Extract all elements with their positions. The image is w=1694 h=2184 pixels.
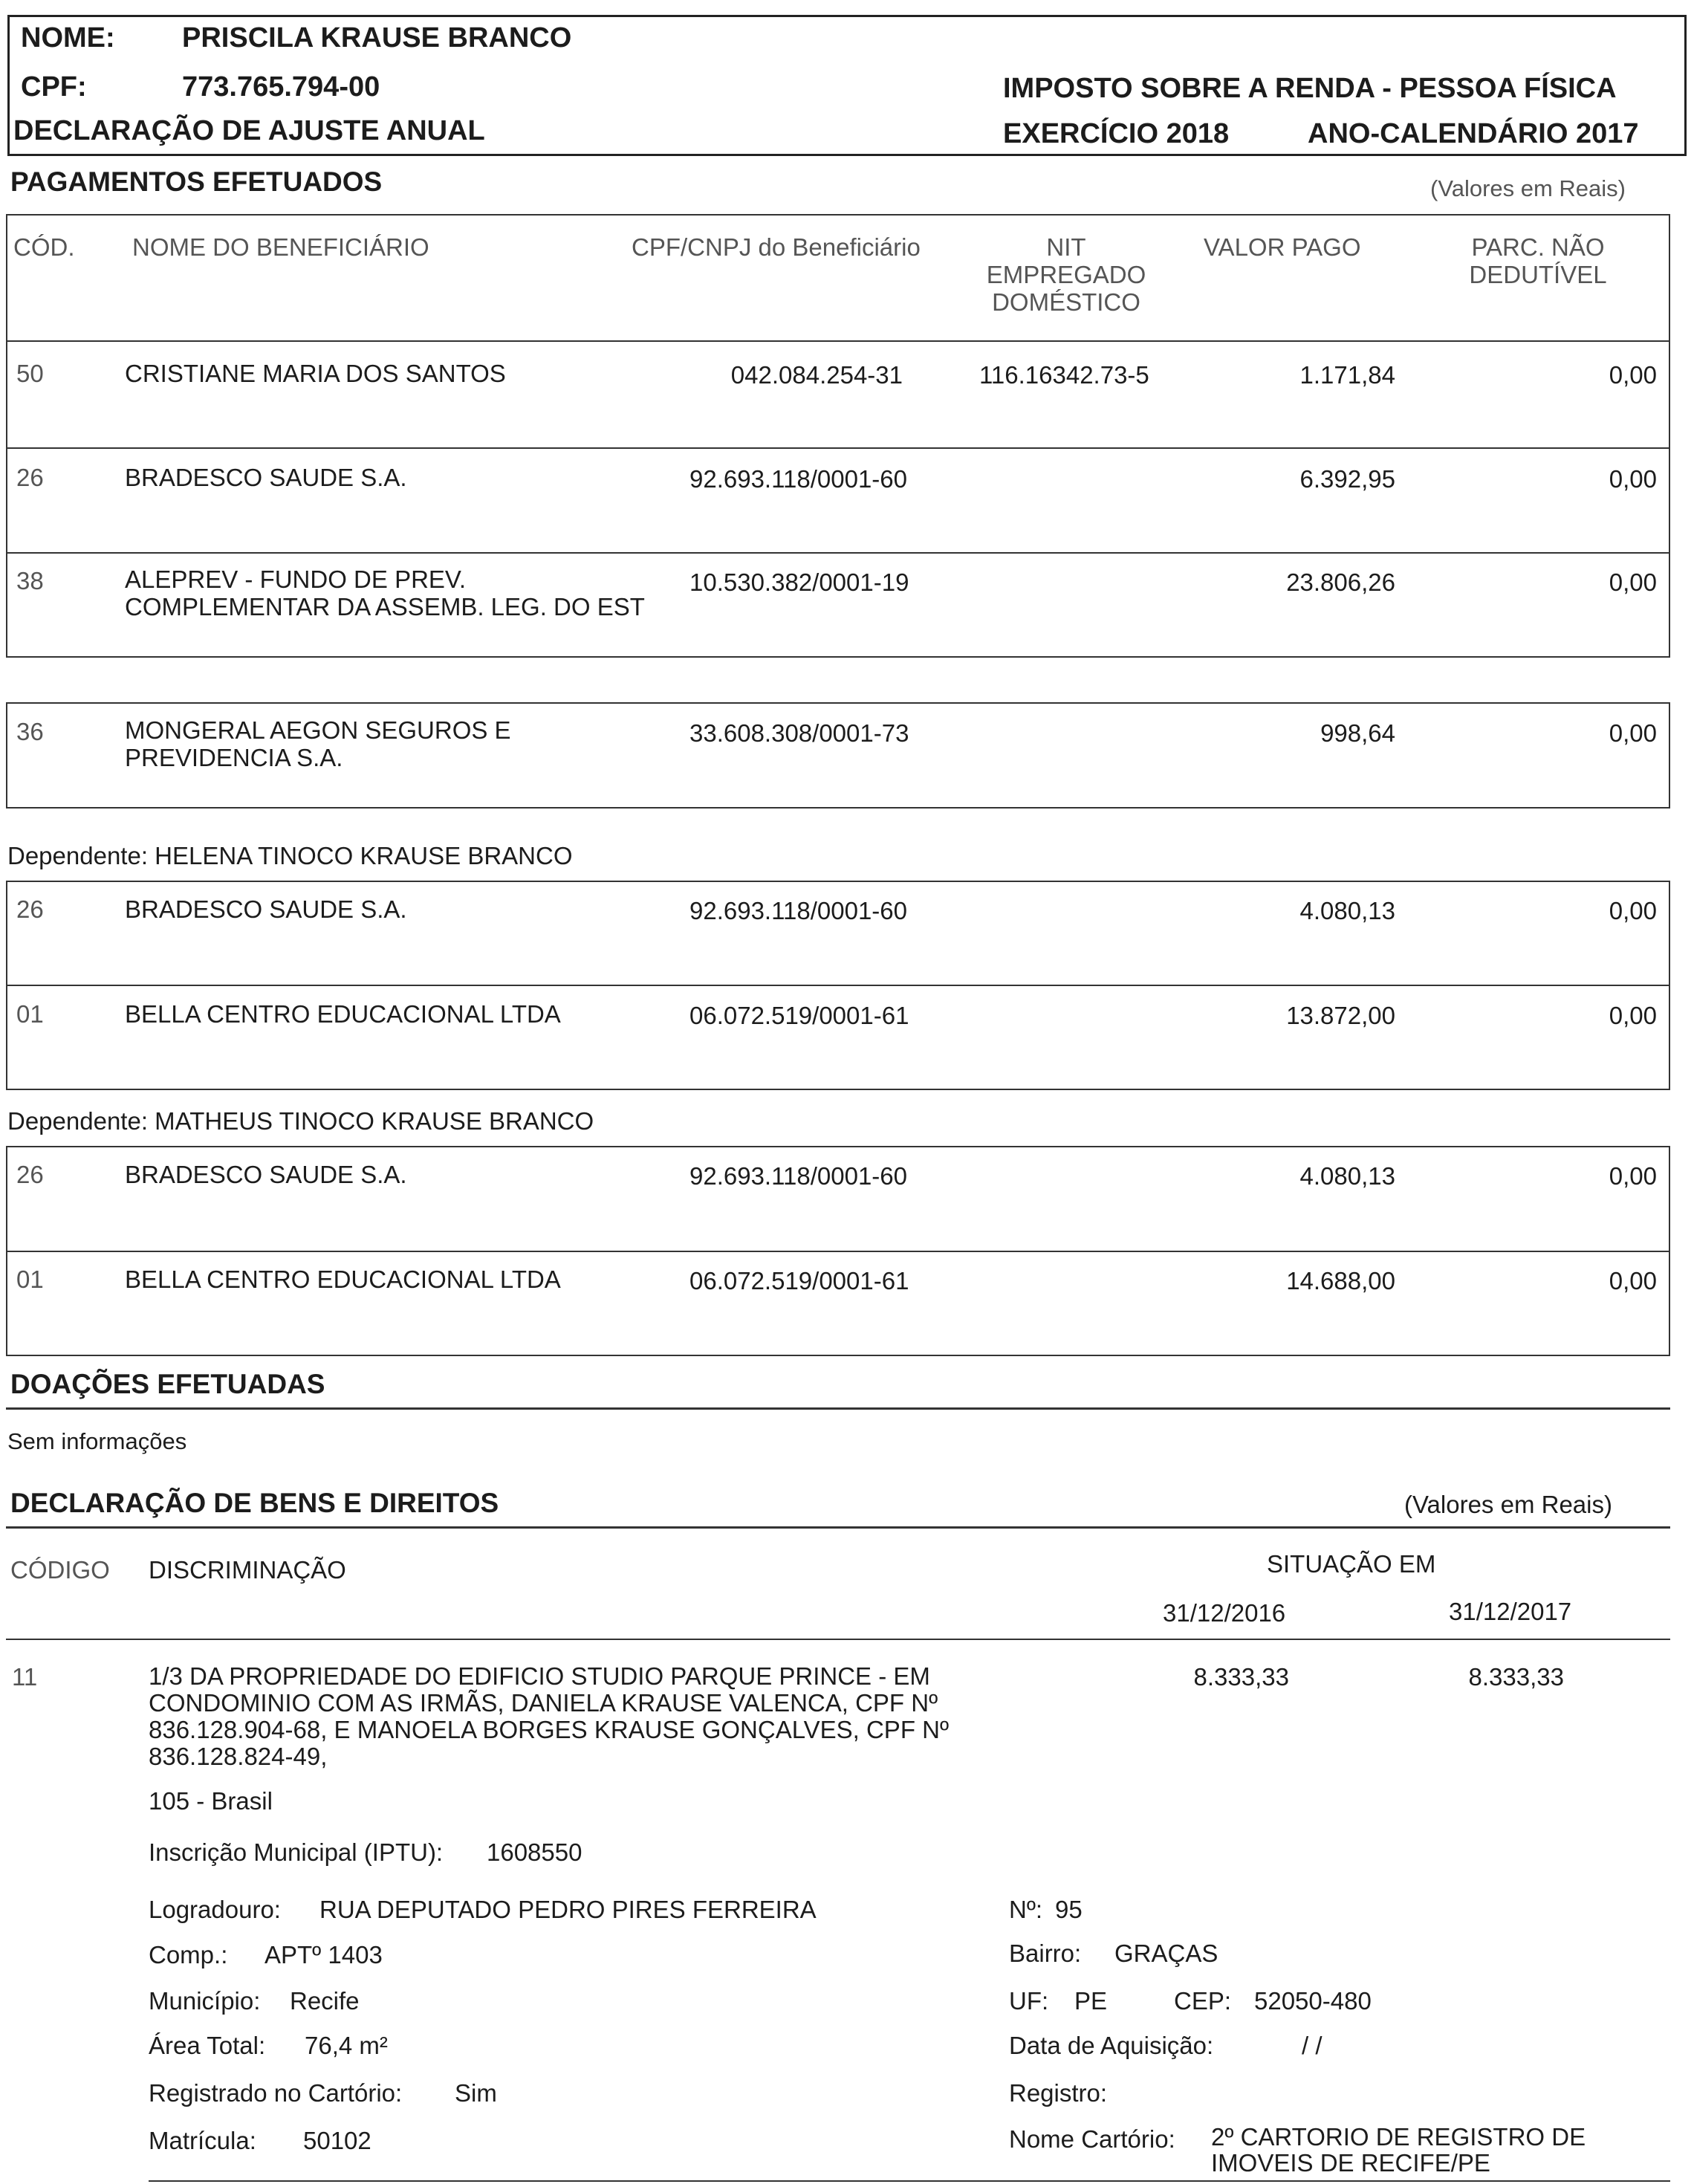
cpf-value: 773.765.794-00: [182, 71, 380, 103]
bens-col-data2: 31/12/2017: [1449, 1598, 1572, 1625]
bens-valores-note: (Valores em Reais): [1404, 1491, 1612, 1518]
table-row-parc: 0,00: [1609, 1002, 1657, 1029]
registro-label: Registro:: [1009, 2079, 1108, 2107]
table-row-valor: 23.806,26: [1286, 568, 1395, 596]
bens-header-rule: [6, 1639, 1670, 1640]
doacoes-text: Sem informações: [7, 1428, 187, 1454]
row-divider: [6, 985, 1670, 986]
ano-calendario: ANO-CALENDÁRIO 2017: [1308, 118, 1639, 149]
comp-label: Comp.:: [149, 1941, 228, 1968]
table-row-cod: 26: [16, 1161, 44, 1188]
iptu-label: Inscrição Municipal (IPTU):: [149, 1838, 444, 1866]
table-row-cod: 38: [16, 567, 44, 594]
table-row-nome: ALEPREV - FUNDO DE PREV. COMPLEMENTAR DA ASSEMB. LEG. DO EST: [125, 566, 645, 620]
bens-rule: [6, 1526, 1670, 1529]
table-row-cpf: 06.072.519/0001-61: [689, 1002, 909, 1029]
bairro-value: GRAÇAS: [1114, 1940, 1218, 1967]
table-row-valor: 13.872,00: [1286, 1002, 1395, 1029]
dependente-label: Dependente: MATHEUS TINOCO KRAUSE BRANCO: [7, 1107, 594, 1135]
table-row-parc: 0,00: [1609, 719, 1657, 747]
bairro-label: Bairro:: [1009, 1940, 1082, 1967]
bens-col-codigo: CÓDIGO: [10, 1556, 110, 1584]
table-row-nome: BRADESCO SAUDE S.A.: [125, 1161, 407, 1188]
comp-value: APTº 1403: [265, 1941, 383, 1968]
area-label: Área Total:: [149, 2032, 266, 2059]
table-row-parc: 0,00: [1609, 465, 1657, 493]
numero-value: 95: [1055, 1896, 1083, 1923]
table-row-valor: 14.688,00: [1286, 1267, 1395, 1294]
table-row-valor: 4.080,13: [1299, 897, 1395, 924]
numero-label: Nº:: [1009, 1896, 1043, 1923]
table-row-nome: BRADESCO SAUDE S.A.: [125, 464, 407, 491]
bem-codigo: 11: [12, 1663, 38, 1691]
table-row-valor: 6.392,95: [1299, 465, 1395, 493]
col-nit: NIT EMPREGADO DOMÉSTICO: [986, 233, 1146, 316]
bem-bottom-rule: [149, 2180, 1670, 2182]
aquisicao-value: / /: [1302, 2032, 1323, 2059]
doacoes-title: DOAÇÕES EFETUADAS: [10, 1369, 325, 1399]
bem-valor-2016: 8.333,33: [1193, 1663, 1289, 1691]
logradouro-label: Logradouro:: [149, 1896, 281, 1923]
cep-label: CEP:: [1174, 1987, 1232, 2015]
nome-cartorio-value: 2º CARTORIO DE REGISTRO DE IMOVEIS DE RECIFE/PE: [1211, 2123, 1586, 2177]
cartorio-reg-label: Registrado no Cartório:: [149, 2079, 403, 2107]
area-value: 76,4 m²: [305, 2032, 388, 2059]
row-divider: [6, 447, 1670, 449]
cpf-label: CPF:: [21, 71, 87, 103]
table-row-nome: BELLA CENTRO EDUCACIONAL LTDA: [125, 1000, 561, 1028]
table-row-valor: 1.171,84: [1299, 361, 1395, 389]
iptu-value: 1608550: [487, 1838, 582, 1866]
bens-title: DECLARAÇÃO DE BENS E DIREITOS: [10, 1488, 499, 1518]
row-divider: [6, 1251, 1670, 1252]
cartorio-reg-value: Sim: [455, 2079, 497, 2107]
dependente-label: Dependente: HELENA TINOCO KRAUSE BRANCO: [7, 842, 573, 869]
uf-label: UF:: [1009, 1987, 1049, 2015]
table-row-nit: 116.16342.73-5: [979, 361, 1149, 389]
table-row-cod: 50: [16, 360, 44, 387]
declaracao-title: DECLARAÇÃO DE AJUSTE ANUAL: [13, 115, 485, 146]
table-row-cpf: 33.608.308/0001-73: [689, 719, 909, 747]
cep-value: 52050-480: [1254, 1987, 1372, 2015]
exercicio: EXERCÍCIO 2018: [1003, 118, 1230, 149]
bem-discriminacao: 1/3 DA PROPRIEDADE DO EDIFICIO STUDIO PARQUE PRINCE - EM CONDOMINIO COM AS IRMÃS, DANIELA KRAUSE VALENCA, CPF Nº 836.128.904-68, E MANOELA BORGES KRAUSE GONÇALVES, CPF Nº 836.128.824-49,: [149, 1662, 950, 1770]
table-row-nome: BRADESCO SAUDE S.A.: [125, 895, 407, 923]
table-row-cpf: 92.693.118/0001-60: [689, 1162, 907, 1190]
nome-cartorio-label: Nome Cartório:: [1009, 2125, 1175, 2153]
col-valor: VALOR PAGO: [1204, 233, 1361, 261]
table-row-parc: 0,00: [1609, 568, 1657, 596]
matricula-label: Matrícula:: [149, 2127, 256, 2154]
table-row-cpf: 10.530.382/0001-19: [689, 568, 909, 596]
bem-valor-2017: 8.333,33: [1468, 1663, 1564, 1691]
col-parc: PARC. NÃO DEDUTÍVEL: [1469, 233, 1607, 288]
table-row-nome: CRISTIANE MARIA DOS SANTOS: [125, 360, 506, 387]
nome-value: PRISCILA KRAUSE BRANCO: [182, 22, 572, 54]
table-row-valor: 998,64: [1320, 719, 1395, 747]
table-row-parc: 0,00: [1609, 1267, 1657, 1294]
col-cpf: CPF/CNPJ do Beneficiário: [632, 233, 921, 261]
bens-col-discriminacao: DISCRIMINAÇÃO: [149, 1556, 346, 1584]
aquisicao-label: Data de Aquisição:: [1009, 2032, 1214, 2059]
table-row-cpf: 92.693.118/0001-60: [689, 897, 907, 924]
table-row-parc: 0,00: [1609, 897, 1657, 924]
table-row-parc: 0,00: [1609, 361, 1657, 389]
row-divider: [6, 552, 1670, 554]
uf-value: PE: [1074, 1987, 1108, 2015]
municipio-value: Recife: [290, 1987, 360, 2015]
municipio-label: Município:: [149, 1987, 261, 2015]
bens-col-data1: 31/12/2016: [1163, 1599, 1286, 1627]
pagamentos-title: PAGAMENTOS EFETUADOS: [10, 166, 383, 197]
imposto-title: IMPOSTO SOBRE A RENDA - PESSOA FÍSICA: [1003, 73, 1617, 104]
doacoes-rule: [6, 1407, 1670, 1410]
col-nome: NOME DO BENEFICIÁRIO: [132, 233, 429, 261]
table-row-cpf: 92.693.118/0001-60: [689, 465, 907, 493]
table-row-cod: 36: [16, 718, 44, 745]
table-row-cpf: 042.084.254-31: [730, 361, 903, 389]
table-row-parc: 0,00: [1609, 1162, 1657, 1190]
table-row-valor: 4.080,13: [1299, 1162, 1395, 1190]
nome-label: NOME:: [21, 22, 115, 54]
table-row-cod: 26: [16, 464, 44, 491]
table-row-nome: MONGERAL AEGON SEGUROS E PREVIDENCIA S.A.: [125, 716, 511, 771]
table-row-cod: 26: [16, 895, 44, 923]
matricula-value: 50102: [303, 2127, 371, 2154]
table-row-cod: 01: [16, 1266, 44, 1293]
table-row-cpf: 06.072.519/0001-61: [689, 1267, 909, 1294]
table-row-cod: 01: [16, 1000, 44, 1028]
table-row-nome: BELLA CENTRO EDUCACIONAL LTDA: [125, 1266, 561, 1293]
bens-col-situacao: SITUAÇÃO EM: [1267, 1550, 1436, 1578]
bem-pais: 105 - Brasil: [149, 1787, 273, 1815]
pagamentos-valores-note: (Valores em Reais): [1430, 175, 1626, 201]
logradouro-value: RUA DEPUTADO PEDRO PIRES FERREIRA: [319, 1896, 817, 1923]
col-cod: CÓD.: [13, 233, 75, 261]
